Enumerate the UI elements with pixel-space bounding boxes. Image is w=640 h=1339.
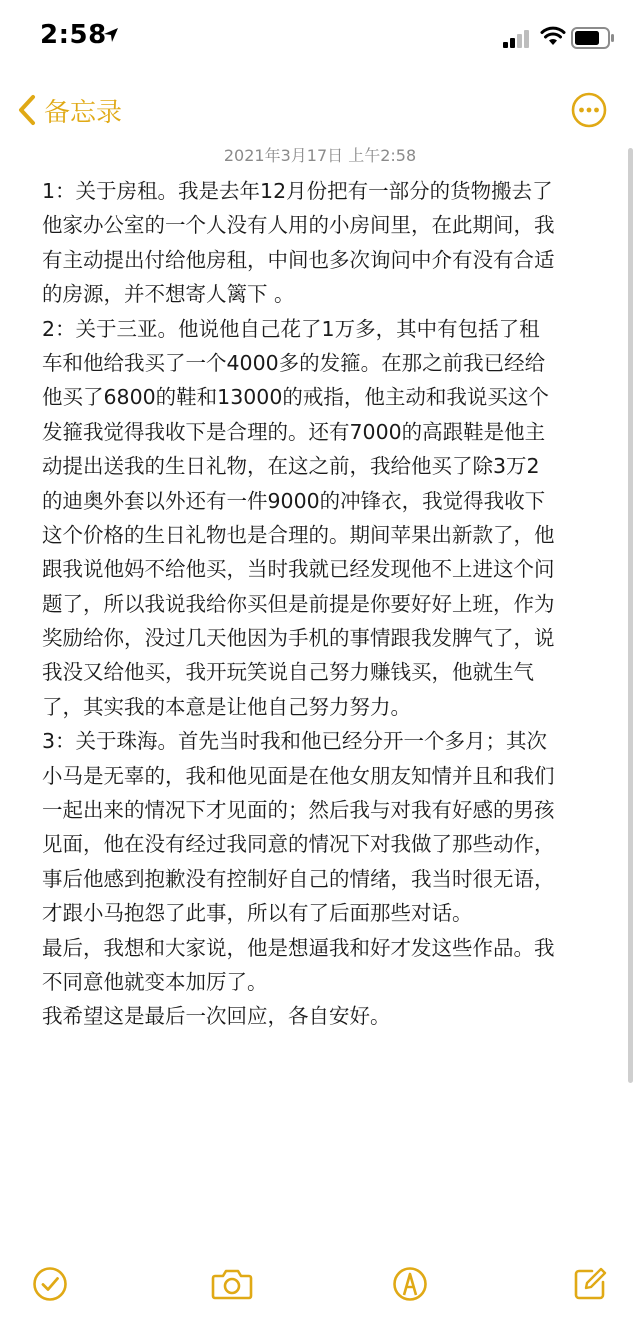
note-line: 他家办公室的一个人没有人用的小房间里，在此期间，我: [42, 213, 555, 238]
note-line: 题了，所以我说我给你买但是前提是你要好好上班，作为: [42, 591, 555, 616]
note-line: 他买了6800的鞋和13000的戒指，他主动和我说买这个: [42, 385, 549, 410]
back-label: 备忘录: [44, 97, 123, 128]
note-line: 不同意他就变本加厉了。: [42, 969, 268, 994]
compose-icon[interactable]: [572, 1266, 608, 1302]
note-line: 一起出来的情况下才见面的；然后我与对我有好感的男孩: [42, 798, 555, 823]
ellipsis-circle-icon[interactable]: [571, 92, 607, 128]
battery-icon: [571, 27, 615, 49]
markup-pen-icon[interactable]: [392, 1266, 428, 1302]
note-line: 最后，我想和大家说，他是想逼我和好才发这些作品。我: [42, 935, 555, 960]
note-line: 动提出送我的生日礼物，在这之前，我给他买了除3万2: [42, 454, 540, 479]
note-line: 我没又给他买，我开玩笑说自己努力赚钱买，他就生气: [42, 660, 534, 685]
chevron-left-icon: [18, 94, 36, 126]
note-line: 这个价格的生日礼物也是合理的。期间苹果出新款了，他: [42, 522, 555, 547]
note-line: 了，其实我的本意是让他自己努力努力。: [42, 694, 411, 719]
camera-icon[interactable]: [211, 1266, 253, 1302]
wifi-icon: [540, 26, 566, 46]
note-line: 2：关于三亚。他说他自己花了1万多，其中有包括了租: [42, 316, 540, 341]
nav-bar: [0, 80, 640, 140]
note-line: 跟我说他妈不给他买，当时我就已经发现他不上进这个问: [42, 557, 555, 582]
note-line: 发箍我觉得我收下是合理的。还有7000的高跟鞋是他主: [42, 419, 546, 444]
note-line: 事后他感到抱歉没有控制好自己的情绪，我当时很无语，: [42, 866, 555, 891]
status-time: 2:58: [40, 20, 107, 50]
location-arrow-icon: [102, 26, 120, 44]
note-line: 小马是无辜的，我和他见面是在他女朋友知情并且和我们: [42, 763, 555, 788]
note-line: 1：关于房租。我是去年12月份把有一部分的货物搬去了: [42, 179, 553, 203]
status-bar: [0, 0, 640, 76]
bottom-toolbar: [0, 1266, 640, 1330]
cellular-signal-icon: [503, 28, 535, 48]
note-line: 有主动提出付给他房租，中间也多次询问中介有没有合适: [42, 247, 555, 272]
note-line: 3：关于珠海。首先当时我和他已经分开一个多月；其次: [42, 729, 548, 754]
note-line: 才跟小马抱怨了此事，所以有了后面那些对话。: [42, 901, 473, 926]
note-line: 车和他给我买了一个4000多的发箍。在那之前我已经给: [42, 350, 546, 375]
note-line: 的迪奥外套以外还有一件9000的冲锋衣，我觉得我收下: [42, 488, 546, 513]
back-button[interactable]: [18, 90, 122, 130]
note-date: 2021年3月17日 上午2:58: [223, 146, 417, 165]
note-line: 见面，他在没有经过我同意的情况下对我做了那些动作，: [42, 832, 555, 857]
note-body[interactable]: [42, 174, 612, 1034]
note-line: 奖励给你，没过几天他因为手机的事情跟我发脾气了，说: [42, 626, 555, 651]
scrollbar[interactable]: [628, 148, 633, 1083]
note-line: 我希望这是最后一次回应，各自安好。: [42, 1004, 391, 1029]
checklist-icon[interactable]: [32, 1266, 68, 1302]
note-line: 的房源，并不想寄人篱下 。: [42, 282, 295, 307]
